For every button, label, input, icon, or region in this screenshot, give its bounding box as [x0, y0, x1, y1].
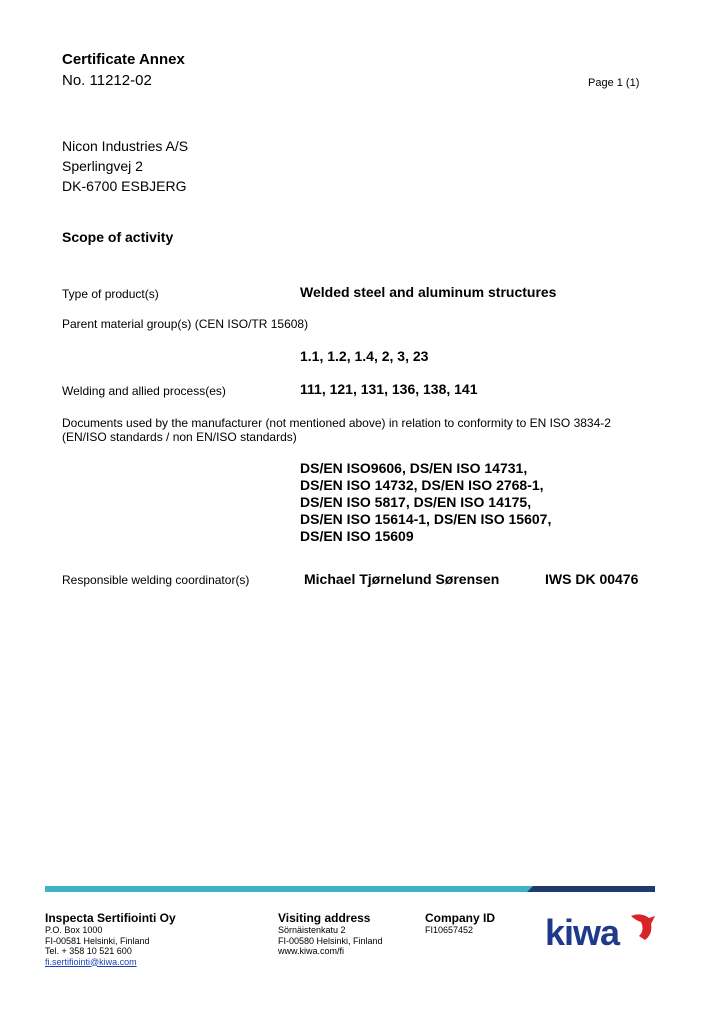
certificate-number: No. 11212-02 — [62, 72, 152, 89]
footer-visiting — [278, 911, 383, 957]
kiwa-bird-icon — [631, 914, 655, 940]
process-label: Welding and allied process(es) — [62, 384, 226, 398]
footer-line: Sörnäistenkatu 2 — [278, 925, 346, 935]
parent-material-label: Parent material group(s) (CEN ISO/TR 15608) — [62, 317, 309, 331]
footer-company-id-heading: Company ID — [425, 911, 496, 925]
footer-line: FI-00580 Helsinki, Finland — [278, 935, 383, 946]
footer-divider — [45, 886, 655, 892]
documents-value-line: DS/EN ISO 15614-1, DS/EN ISO 15607, — [300, 511, 552, 527]
documents-label-line: Documents used by the manufacturer (not mentioned above) in relation to conformity to EN ISO 3834-2 — [62, 416, 611, 430]
footer-bar-teal — [45, 886, 535, 892]
company-name: Nicon Industries A/S — [62, 138, 189, 154]
process-value: 111, 121, 131, 136, 138, 141 — [300, 381, 478, 397]
footer-company — [45, 911, 176, 967]
documents-value — [300, 460, 551, 545]
coordinator-id: IWS DK 00476 — [545, 571, 639, 587]
product-value: Welded steel and aluminum structures — [300, 284, 557, 300]
page-indicator: Page 1 (1) — [588, 77, 640, 89]
kiwa-logo — [545, 912, 657, 952]
footer-bar-navy — [527, 886, 655, 892]
scope-heading: Scope of activity — [62, 229, 174, 245]
company-address — [62, 136, 188, 196]
footer-line: Tel. + 358 10 521 600 — [45, 946, 132, 956]
company-city: DK-6700 ESBJERG — [62, 178, 187, 194]
footer-company-name: Inspecta Sertifiointi Oy — [45, 911, 176, 925]
documents-value-line: DS/EN ISO9606, DS/EN ISO 14731, — [300, 460, 528, 476]
coordinator-label: Responsible welding coordinator(s) — [62, 573, 250, 587]
footer-email-link[interactable]: fi.sertifiointi@kiwa.com — [45, 956, 137, 967]
footer-line: FI-00581 Helsinki, Finland — [45, 935, 150, 946]
documents-label — [62, 416, 611, 444]
footer-company-id — [425, 911, 495, 936]
documents-value-line: DS/EN ISO 5817, DS/EN ISO 14175, — [300, 494, 532, 510]
footer-website: www.kiwa.com/fi — [278, 946, 345, 956]
documents-value-line: DS/EN ISO 14732, DS/EN ISO 2768-1, — [300, 477, 544, 493]
svg-text:kiwa: kiwa — [545, 912, 620, 952]
product-label: Type of product(s) — [62, 287, 159, 301]
annex-title: Certificate Annex — [62, 51, 185, 68]
footer-line: P.O. Box 1000 — [45, 925, 103, 935]
footer-company-id-value: FI10657452 — [425, 925, 474, 935]
footer-visiting-heading: Visiting address — [278, 911, 371, 925]
documents-value-line: DS/EN ISO 15609 — [300, 528, 414, 544]
coordinator-name: Michael Tjørnelund Sørensen — [304, 571, 500, 587]
documents-label-line: (EN/ISO standards / non EN/ISO standards) — [62, 430, 297, 444]
parent-material-value: 1.1, 1.2, 1.4, 2, 3, 23 — [300, 348, 429, 364]
company-street: Sperlingvej 2 — [62, 158, 143, 174]
